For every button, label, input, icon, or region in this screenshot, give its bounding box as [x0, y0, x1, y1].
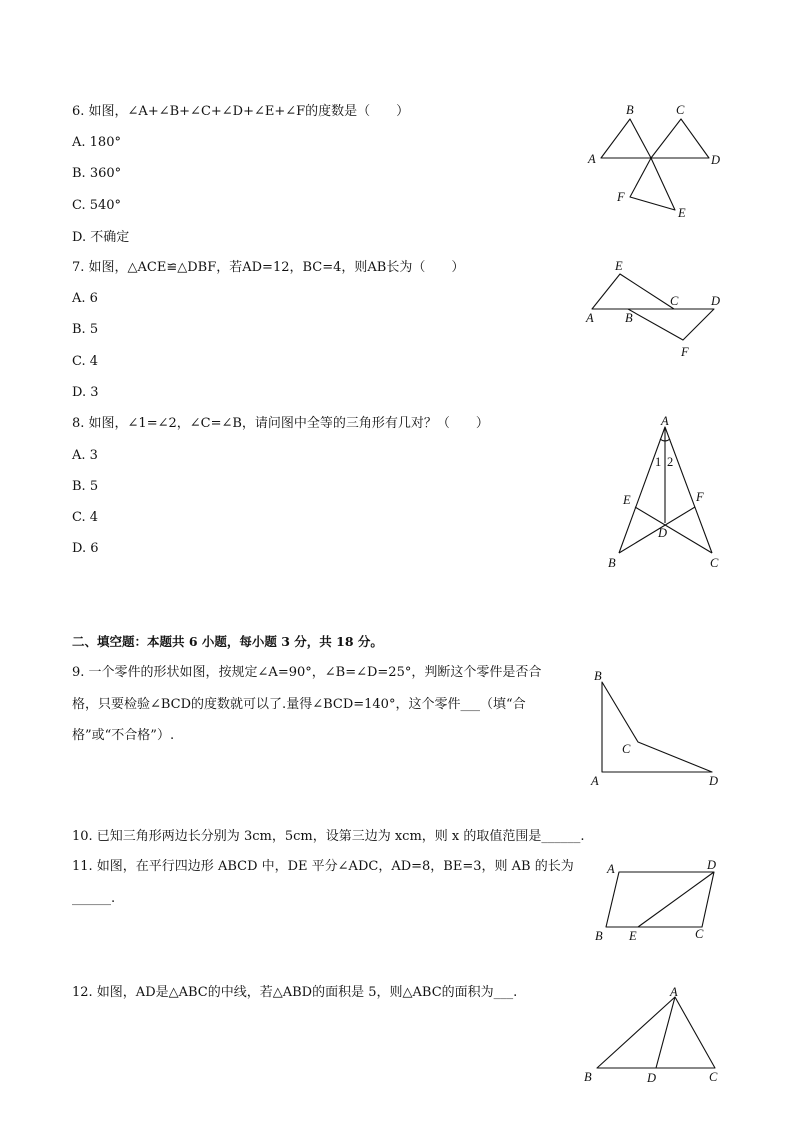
q9-label-c: C [622, 742, 631, 756]
q6-triangle-cdo [651, 119, 709, 158]
q8-figure [595, 410, 735, 575]
q8-option-c: C. 4 [72, 510, 99, 525]
q6-label-b: B [626, 103, 634, 117]
q12-label-b: B [584, 1070, 592, 1084]
q8-label-c: C [710, 556, 719, 570]
q7-label-b: B [625, 311, 633, 325]
q11-label-a: A [607, 862, 615, 876]
q11-figure [585, 855, 730, 950]
q6-triangle-abo [601, 119, 651, 158]
q9-stem-line-1: 9. 一个零件的形状如图，按规定∠A=90°，∠B=∠D=25°，判断这个零件是否合 [72, 665, 542, 680]
q11-label-c: C [695, 927, 704, 941]
q8-label-b: B [608, 556, 616, 570]
q8-segment-ce [635, 507, 712, 553]
q9-stem-line-2: 格，只要检验∠BCD的度数就可以了.量得∠BCD=140°，这个零件___（填“合 [72, 697, 526, 712]
q8-label-angle-1: 1 [655, 455, 662, 469]
q12-triangle-abc [597, 997, 715, 1068]
q12-label-c: C [709, 1070, 718, 1084]
q7-triangle-ace [592, 274, 674, 309]
q12-figure [580, 980, 730, 1090]
q11-label-e: E [629, 929, 637, 943]
q12-label-a: A [670, 985, 678, 999]
q9-label-a: A [591, 774, 599, 788]
q9-stem-line-3: 格”或“不合格”）. [72, 728, 175, 743]
q8-label-f: F [696, 490, 704, 504]
q8-label-a: A [661, 414, 669, 428]
q7-option-a: A. 6 [72, 291, 98, 306]
q6-label-d: D [711, 153, 721, 167]
q8-segment-bf [619, 507, 695, 553]
q6-label-c: C [676, 103, 685, 117]
q6-option-c: C. 540° [72, 198, 122, 213]
q9-label-b: B [594, 669, 602, 683]
q7-option-c: C. 4 [72, 354, 99, 369]
q9-label-d: D [709, 774, 719, 788]
q7-label-f: F [681, 345, 689, 359]
q8-option-a: A. 3 [72, 448, 98, 463]
q6-label-f: F [617, 190, 625, 204]
q11-stem-line-1: 11. 如图，在平行四边形 ABCD 中，DE 平分∠ADC，AD=8，BE=3，则 AB 的长为 [72, 859, 574, 874]
q12-label-d: D [647, 1071, 657, 1085]
q7-stem: 7. 如图，△ACE≌△DBF，若AD=12，BC=4，则AB长为（ ） [72, 260, 465, 275]
q7-triangle-dbf [628, 309, 714, 340]
q10-stem: 10. 已知三角形两边长分别为 3cm，5cm，设第三边为 xcm，则 x 的取值范围是______. [72, 829, 585, 844]
q7-label-c: C [670, 294, 679, 308]
q7-option-d: D. 3 [72, 385, 99, 400]
q8-stem: 8. 如图，∠1=∠2，∠C=∠B，请问图中全等的三角形有几对？（ ） [72, 416, 489, 431]
q11-stem-line-2: ______. [72, 891, 116, 906]
section-2-title: 二、填空题：本题共 6 小题，每小题 3 分，共 18 分。 [72, 634, 383, 649]
q6-stem: 6. 如图，∠A+∠B+∠C+∠D+∠E+∠F的度数是（ ） [72, 104, 410, 119]
q7-label-a: A [586, 311, 594, 325]
q11-segment-de [638, 872, 714, 927]
q9-quadrilateral [602, 682, 712, 772]
q8-label-angle-2: 2 [667, 455, 674, 469]
q8-option-b: B. 5 [72, 479, 99, 494]
q6-label-a: A [588, 152, 596, 166]
q12-stem: 12. 如图，AD是△ABC的中线，若△ABD的面积是 5，则△ABC的面积为___. [72, 985, 518, 1000]
q11-label-b: B [595, 929, 603, 943]
q7-label-d: D [711, 294, 721, 308]
q8-label-e: E [623, 493, 631, 507]
q7-figure [580, 255, 730, 365]
q6-figure [580, 95, 730, 230]
q6-option-b: B. 360° [72, 166, 122, 181]
q6-option-d: D. 不确定 [72, 230, 130, 245]
q6-option-a: A. 180° [72, 135, 121, 150]
q8-label-d: D [658, 526, 668, 540]
q9-figure [585, 660, 730, 790]
q11-parallelogram [606, 872, 714, 927]
q6-triangle-efo [630, 158, 675, 210]
q7-option-b: B. 5 [72, 322, 99, 337]
q6-label-e: E [678, 206, 686, 220]
q12-median-ad [656, 997, 675, 1068]
q8-option-d: D. 6 [72, 541, 99, 556]
q11-label-d: D [707, 858, 717, 872]
q7-label-e: E [615, 259, 623, 273]
